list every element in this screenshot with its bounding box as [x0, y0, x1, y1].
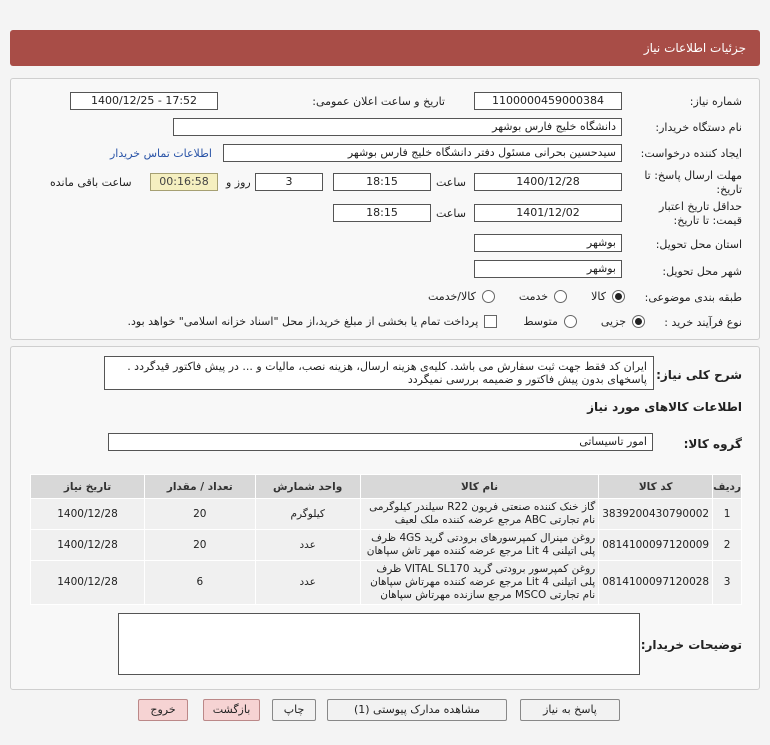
- process-label: نوع فرآیند خرید :: [664, 316, 742, 329]
- table-row: [31, 561, 742, 605]
- validity-label-line1: حداقل تاریخ اعتبار: [658, 200, 742, 213]
- col-unit-header: واحد شمارش: [255, 475, 360, 499]
- row-index: 3: [713, 561, 742, 605]
- print-button[interactable]: چاپ: [272, 699, 316, 721]
- city-label: شهر محل تحویل:: [662, 265, 742, 278]
- items-table-wrap: [30, 474, 742, 605]
- remaining-label: ساعت باقی مانده: [50, 176, 132, 189]
- row-date: 1400/12/28: [31, 499, 145, 530]
- attachments-button[interactable]: مشاهده مدارک پیوستی (1): [327, 699, 507, 721]
- back-button[interactable]: بازگشت: [203, 699, 260, 721]
- description-label: شرح کلی نیاز:: [656, 368, 742, 382]
- row-unit: عدد: [255, 530, 360, 561]
- validity-label-line2: قیمت: تا تاریخ:: [673, 214, 742, 227]
- buyer-notes-box: [118, 613, 640, 675]
- row-index: 1: [713, 499, 742, 530]
- deadline-date-field: 1400/12/28: [474, 173, 622, 191]
- province-label: استان محل تحویل:: [655, 238, 742, 251]
- row-date: 1400/12/28: [31, 530, 145, 561]
- buyer-org-label: نام دستگاه خریدار:: [655, 121, 742, 134]
- row-qty: 20: [145, 530, 256, 561]
- process-radio-group: [80, 313, 645, 329]
- deadline-label-line2: تاریخ:: [716, 183, 742, 196]
- treasury-checkbox[interactable]: [484, 315, 497, 328]
- row-index: 2: [713, 530, 742, 561]
- deadline-time-label: ساعت: [436, 176, 466, 189]
- col-code-header: کد کالا: [599, 475, 713, 499]
- row-name: روغن مینرال کمپرسورهای برودتی گرید 4GS ظرف پلی اتیلنی 4 Lit مرجع عرضه کننده مهر تاش سپاهان: [360, 530, 598, 561]
- row-name: گاز خنک کننده صنعتی فریون R22 سیلندر کیلوگرمی نام تجارتی ABC مرجع عرضه کننده ملک لعیف: [360, 499, 598, 530]
- table-header-row: [31, 475, 742, 499]
- deadline-label-line1: مهلت ارسال پاسخ: تا: [644, 169, 742, 182]
- need-number-label: شماره نیاز:: [689, 95, 742, 108]
- process-radio-medium[interactable]: [564, 315, 577, 328]
- deadline-label: [644, 169, 742, 197]
- validity-time-label: ساعت: [436, 207, 466, 220]
- goods-group-field: امور تاسیساتی: [108, 433, 653, 451]
- page-title: جزئیات اطلاعات نیاز: [10, 30, 760, 66]
- category-radio-group: [420, 288, 625, 304]
- category-radio-goods[interactable]: [612, 290, 625, 303]
- validity-time-field: 18:15: [333, 204, 431, 222]
- row-qty: 6: [145, 561, 256, 605]
- buyer-notes-label: توضیحات خریدار:: [640, 638, 742, 652]
- days-field: 3: [255, 173, 323, 191]
- announce-field: 1400/12/25 - 17:52: [70, 92, 218, 110]
- table-row: [31, 499, 742, 530]
- validity-label: [659, 200, 742, 228]
- announce-label: تاریخ و ساعت اعلان عمومی:: [312, 95, 445, 108]
- row-qty: 20: [145, 499, 256, 530]
- row-date: 1400/12/28: [31, 561, 145, 605]
- category-radio-service[interactable]: [554, 290, 567, 303]
- category-radio-both[interactable]: [482, 290, 495, 303]
- row-unit: کیلوگرم: [255, 499, 360, 530]
- reply-button[interactable]: پاسخ به نیاز: [520, 699, 620, 721]
- creator-field: سیدحسین بحرانی مسئول دفتر دانشگاه خلیج فارس بوشهر: [223, 144, 622, 162]
- row-unit: عدد: [255, 561, 360, 605]
- creator-label: ایجاد کننده درخواست:: [640, 147, 742, 160]
- category-option-both: کالا/خدمت: [428, 289, 476, 303]
- table-row: [31, 530, 742, 561]
- buyer-org-field: دانشگاه خلیج فارس بوشهر: [173, 118, 622, 136]
- need-number-field: 1100000459000384: [474, 92, 622, 110]
- goods-info-title: اطلاعات کالاهای مورد نیاز: [587, 400, 742, 414]
- col-qty-header: تعداد / مقدار: [145, 475, 256, 499]
- category-label: طبقه بندی موضوعی:: [644, 291, 742, 304]
- deadline-time-field: 18:15: [333, 173, 431, 191]
- buyer-contact-link[interactable]: اطلاعات تماس خریدار: [110, 147, 212, 160]
- col-date-header: تاریخ نیاز: [31, 475, 145, 499]
- row-name: روغن کمپرسور برودتی گرید VITAL SL170 ظرف پلی اتیلنی 4 Lit مرجع عرضه کننده مهرتاش سپاهان نام تجارتی MSCO مرجع سازنده مهرتاش سپاهان: [360, 561, 598, 605]
- city-field: بوشهر: [474, 260, 622, 278]
- row-code: 0814100097120009: [599, 530, 713, 561]
- category-option-goods: کالا: [591, 289, 606, 303]
- province-field: بوشهر: [474, 234, 622, 252]
- treasury-note: پرداخت تمام یا بخشی از مبلغ خرید،از محل "اسناد خزانه اسلامی" خواهد بود.: [127, 314, 479, 328]
- validity-date-field: 1401/12/02: [474, 204, 622, 222]
- exit-button[interactable]: خروج: [138, 699, 188, 721]
- row-code: 3839200430790002: [599, 499, 713, 530]
- category-option-service: خدمت: [518, 289, 549, 303]
- days-label: روز و: [226, 176, 251, 189]
- row-code: 0814100097120028: [599, 561, 713, 605]
- col-name-header: نام کالا: [360, 475, 598, 499]
- process-radio-minor[interactable]: [632, 315, 645, 328]
- process-option-medium: متوسط: [523, 314, 558, 328]
- goods-group-label: گروه کالا:: [683, 437, 742, 451]
- items-table: [30, 474, 742, 605]
- remaining-time-field: 00:16:58: [150, 173, 218, 191]
- col-row-header: ردیف: [713, 475, 742, 499]
- description-box: ایران کد فقط جهت ثبت سفارش می باشد. کلیه‌ی هزینه ارسال، هزینه نصب، مالیات و ... در پیش فاکتور قیدگردد . پاسخهای بدون پیش فاکتور و ضمیمه بررسی نمیگردد: [104, 356, 654, 390]
- process-option-minor: جزیی: [600, 314, 626, 328]
